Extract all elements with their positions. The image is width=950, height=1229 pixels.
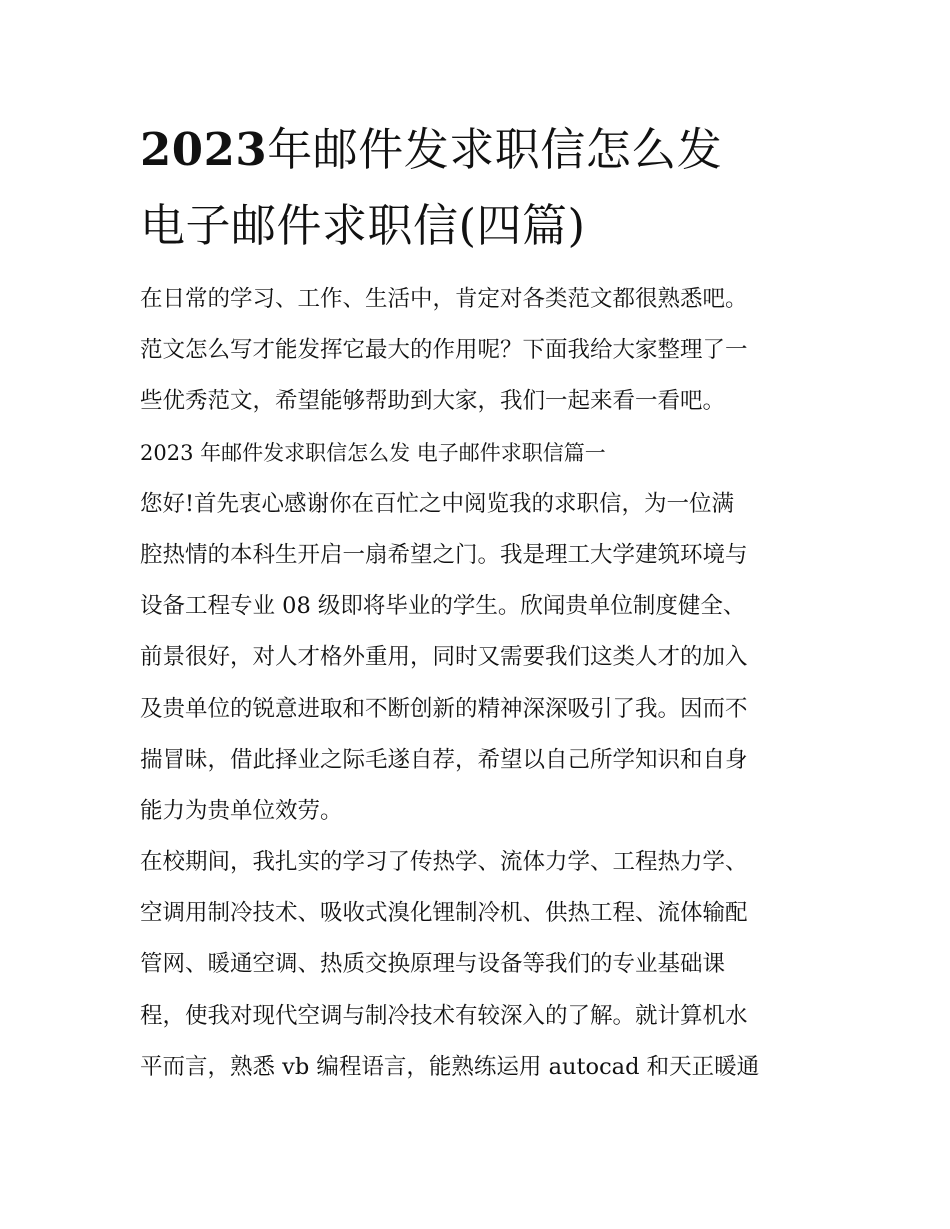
body-line: 在日常的学习、工作、生活中，肯定对各类范文都很熟悉吧。 xyxy=(140,286,748,312)
body-line: 空调用制冷技术、吸收式溴化锂制冷机、供热工程、流体输配 xyxy=(140,900,748,927)
title-line-1 xyxy=(140,112,820,188)
title-year: 2023 xyxy=(140,123,268,176)
body-line: 些优秀范文，希望能够帮助到大家，我们一起来看一看吧。 xyxy=(140,388,726,415)
document-title xyxy=(140,112,820,264)
section-heading: 2023 年邮件发求职信怎么发 电子邮件求职信篇一 xyxy=(140,440,606,465)
body-line: 平而言，熟悉 vb 编程语言，能熟练运用 autocad 和天正暖通 xyxy=(140,1053,760,1080)
body-line: 腔热情的本科生开启一扇希望之门。我是理工大学建筑环境与 xyxy=(140,541,748,568)
body-line: 前景很好，对人才格外重用，同时又需要我们这类人才的加入 xyxy=(140,644,748,671)
body-line: 范文怎么写才能发挥它最大的作用呢？下面我给大家整理了一 xyxy=(140,337,748,364)
body-line: 能力为贵单位效劳。 xyxy=(140,797,343,824)
body-line: 您好!首先衷心感谢你在百忙之中阅览我的求职信，为一位满 xyxy=(140,490,735,517)
body-line: 程，使我对现代空调与制冷技术有较深入的了解。就计算机水 xyxy=(140,1002,748,1029)
body-line: 管网、暖通空调、热质交换原理与设备等我们的专业基础课 xyxy=(140,951,726,978)
title-line-1-text: 年邮件发求职信怎么发 xyxy=(267,123,723,176)
body-line: 及贵单位的锐意进取和不断创新的精神深深吸引了我。因而不 xyxy=(140,695,748,722)
body-line: 设备工程专业 08 级即将毕业的学生。欣闻贵单位制度健全、 xyxy=(140,593,746,620)
document-body xyxy=(140,274,820,1093)
title-line-2: 电子邮件求职信(四篇) xyxy=(140,199,586,252)
body-line: 揣冒昧，借此择业之际毛遂自荐，希望以自己所学知识和自身 xyxy=(140,746,748,773)
body-line: 在校期间，我扎实的学习了传热学、流体力学、工程热力学、 xyxy=(140,849,748,876)
